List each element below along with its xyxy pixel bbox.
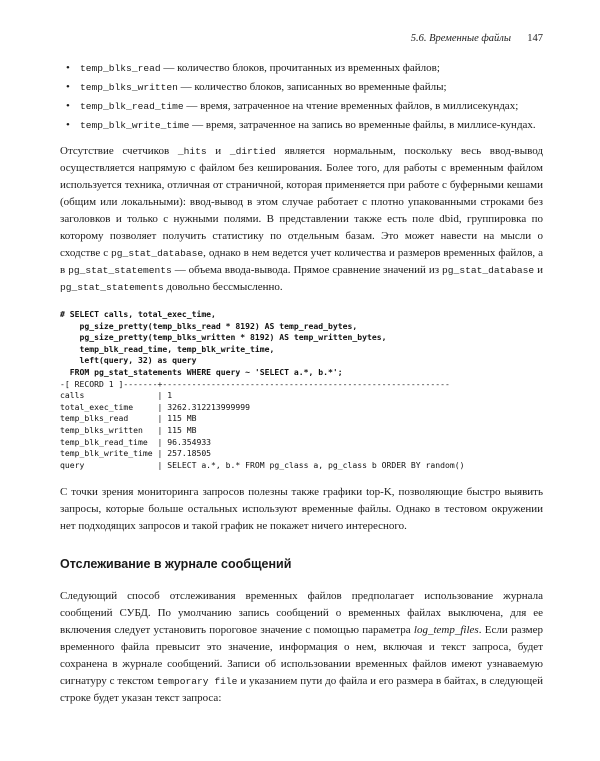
section-heading: Отслеживание в журнале сообщений [60,557,292,572]
running-header-section: 5.6. Временные файлы [410,33,511,44]
field-name: temp_blk_read_time [80,101,184,112]
text-run: — объема ввода-вывода. Прямое сравнение значений из [171,264,443,276]
text-run: довольно бессмысленно. [163,281,283,293]
paragraph-topk: С точки зрения мониторинга запросов полезны также графики top-K, позволяющие быстро выявить запросы, которые больше остальных используют временные файлы. Однако в тестовом окружении нет подходящих запросов и такой график не покажет ничего интересного. [60,486,543,533]
list-item [60,60,543,77]
sql-query-line: FROM pg_stat_statements WHERE query ~ 'SELECT a.*, b.*'; [60,366,343,377]
sql-query-line: pg_size_pretty(temp_blks_written * 8192) AS temp_written_bytes, [60,332,387,343]
bullet-icon: • [66,100,70,112]
field-description: — время, затраченное на чтение временных файлов, в миллисекундах; [183,100,519,112]
result-line: calls | 1 [60,390,173,401]
text-run: и [534,264,543,276]
field-description: — количество блоков, записанных во временные файлы; [177,81,447,93]
result-line: total_exec_time | 3262.312213999999 [60,401,251,412]
inline-code: pg_stat_database [442,265,535,276]
field-description: — количество блоков, прочитанных из временных файлов; [160,62,440,74]
inline-code: temporary file [156,676,238,688]
sql-query-line: # SELECT calls, total_exec_time, [60,309,216,319]
parameter-name: log_temp_files [413,624,479,637]
result-line: temp_blks_written | 115 MB [60,424,197,435]
paragraph-counters [60,143,543,296]
text-run: , однако в нем ведется учет количества и размеров временных файлов, а в [60,247,543,276]
inline-code: pg_stat_statements [60,282,164,293]
inline-code: _hits [177,146,207,157]
list-item [60,117,543,134]
field-description: — время, затраченное на запись во временные файлы, в миллисе-кундах. [189,119,536,131]
text-run: является нормальным, поскольку весь ввод-вывод осуществляется напрямую с файлом без кеширования. Более того, для работы с временным файлом используется техника, отличная от страничной, которая применяется при работе с буферными кешами (общим или локальными): ввод-вывод в этом случае работает с плотно упакованными строками без заголовков и только с нужными полями. В представлении также есть поле dbid, группировка по которому позволяет получить статистику по отдельным базам. Это может навести на мысли о сходстве с [60,145,544,259]
text-run: Отсутствие счетчиков [60,145,178,157]
result-line: temp_blks_read | 115 MB [60,413,197,424]
inline-code: pg_stat_database [111,248,204,259]
sql-query-line: pg_size_pretty(temp_blks_read * 8192) AS temp_read_bytes, [60,320,358,331]
text-run: . Если размер временного файла превысит это значение, информация о нем, включая и текст запроса, будет сохранена в журнале сообщений. Записи об использовании временных файлов имеют узнаваемую сигнатуру с текстом [60,624,543,688]
result-line: temp_blk_write_time | 257.18505 [60,448,212,459]
text-run: и [206,145,230,157]
bullet-list [60,60,543,134]
inline-code: pg_stat_statements [68,265,172,276]
bullet-icon: • [66,119,70,131]
text-run: и указанием пути до файла и его размера в байтах, в следующей строке будет указан текст запроса: [60,675,543,705]
field-name: temp_blk_write_time [80,120,190,131]
field-name: temp_blks_read [80,63,161,74]
field-name: temp_blks_written [80,82,178,93]
list-item [60,79,543,96]
list-item [60,98,543,115]
result-line: temp_blk_read_time | 96.354933 [60,436,212,447]
inline-code: _dirtied [229,146,276,157]
page-number: 147 [527,33,543,44]
result-line: -[ RECORD 1 ]-------+----------------------------------------------------------- [60,378,450,389]
text-run: Следующий способ отслеживания временных файлов предполагает использование журнала сообщений СУБД. По умолчанию запись сообщений о временных файлах выключена, для ее включения следует установить пороговое значение с помощью параметра [60,590,543,637]
bullet-icon: • [66,81,70,93]
page-content [60,60,543,707]
paragraph-log [60,588,543,707]
result-line: query | SELECT a.*, b.* FROM pg_class a, pg_class b ORDER BY random() [60,459,465,470]
code-listing [60,309,543,471]
sql-query-line: temp_blk_read_time, temp_blk_write_time, [60,343,275,354]
bullet-icon: • [66,62,70,74]
sql-query-line: left(query, 32) as query [60,355,197,366]
